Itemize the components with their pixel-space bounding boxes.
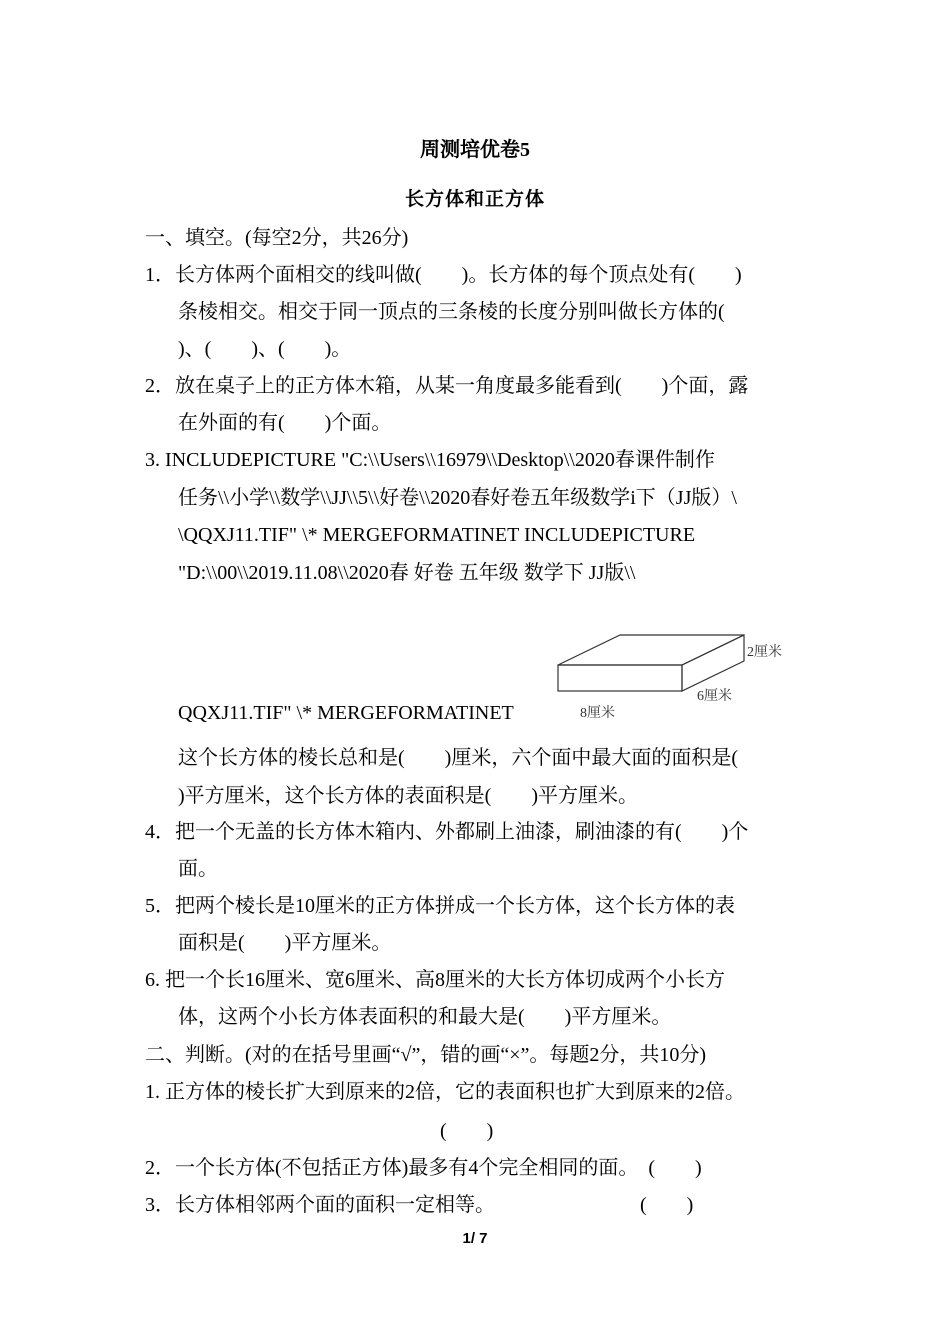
q1-line2: 条棱相交。相交于同一顶点的三条棱的长度分别叫做长方体的(: [178, 301, 725, 323]
q2-line2: 在外面的有( )个面。: [178, 412, 392, 434]
section1-heading: 一、填空。(每空2分，共26分): [145, 227, 409, 249]
q3-line3: \QQXJ11.TIF" \* MERGEFORMATINET INCLUDEPICTURE: [178, 524, 696, 546]
q6-line1: 6. 把一个长16厘米、宽6厘米、高8厘米的大长方体切成两个小长方: [145, 969, 725, 991]
page-subtitle: 长方体和正方体: [404, 189, 545, 210]
cuboid-front-face: [558, 665, 682, 691]
q3-line6: 这个长方体的棱长总和是( )厘米，六个面中最大面的面积是(: [178, 747, 738, 769]
judge-q2: 2．一个长方体(不包括正方体)最多有4个完全相同的面。 ( ): [145, 1157, 702, 1179]
q6-line2: 体，这两个小长方体表面积的和最大是( )平方厘米。: [178, 1006, 672, 1028]
q1-line3: )、( )、( )。: [178, 338, 352, 360]
cuboid-top-face: [558, 635, 744, 665]
q4-line1: 4．把一个无盖的长方体木箱内、外都刷上油漆，刷油漆的有( )个: [145, 821, 749, 843]
q3-line1: 3. INCLUDEPICTURE "C:\\Users\\16979\\Desktop\\2020春课件制作: [145, 449, 715, 471]
q5-line2: 面积是( )平方厘米。: [178, 932, 392, 954]
width-label: 6厘米: [697, 689, 732, 704]
height-label: 2厘米: [747, 645, 782, 660]
page-title: 周测培优卷5: [420, 139, 530, 161]
length-label: 8厘米: [580, 706, 615, 721]
q4-line2: 面。: [178, 858, 218, 880]
q5-line1: 5．把两个棱长是10厘米的正方体拼成一个长方体，这个长方体的表: [145, 895, 735, 917]
judge-q1-bracket: ( ): [440, 1120, 494, 1142]
page-number: 1/ 7: [462, 1230, 488, 1247]
q3-line2: 任务\\小学\\数学\\JJ\\5\\好卷\\2020春好卷五年级数学i下（JJ版）\: [178, 487, 737, 509]
judge-q3: 3．长方体相邻两个面的面积一定相等。: [145, 1194, 495, 1216]
q3-line5: QQXJ11.TIF" \* MERGEFORMATINET: [178, 702, 514, 724]
cuboid-figure: [550, 625, 800, 725]
q3-line7: )平方厘米，这个长方体的表面积是( )平方厘米。: [178, 785, 638, 807]
judge-q1: 1. 正方体的棱长扩大到原来的2倍，它的表面积也扩大到原来的2倍。: [145, 1081, 745, 1103]
q2-line1: 2．放在桌子上的正方体木箱，从某一角度最多能看到( )个面，露: [145, 375, 749, 397]
judge-q3-bracket: ( ): [640, 1194, 694, 1216]
cuboid-side-face: [682, 635, 744, 691]
section2-heading: 二、判断。(对的在括号里画“√”，错的画“×”。每题2分，共10分): [145, 1044, 707, 1066]
q3-line4: "D:\\00\\2019.11.08\\2020春 好卷 五年级 数学下 JJ版\\: [178, 562, 636, 584]
q1-line1: 1．长方体两个面相交的线叫做( )。长方体的每个顶点处有( ): [145, 264, 742, 286]
